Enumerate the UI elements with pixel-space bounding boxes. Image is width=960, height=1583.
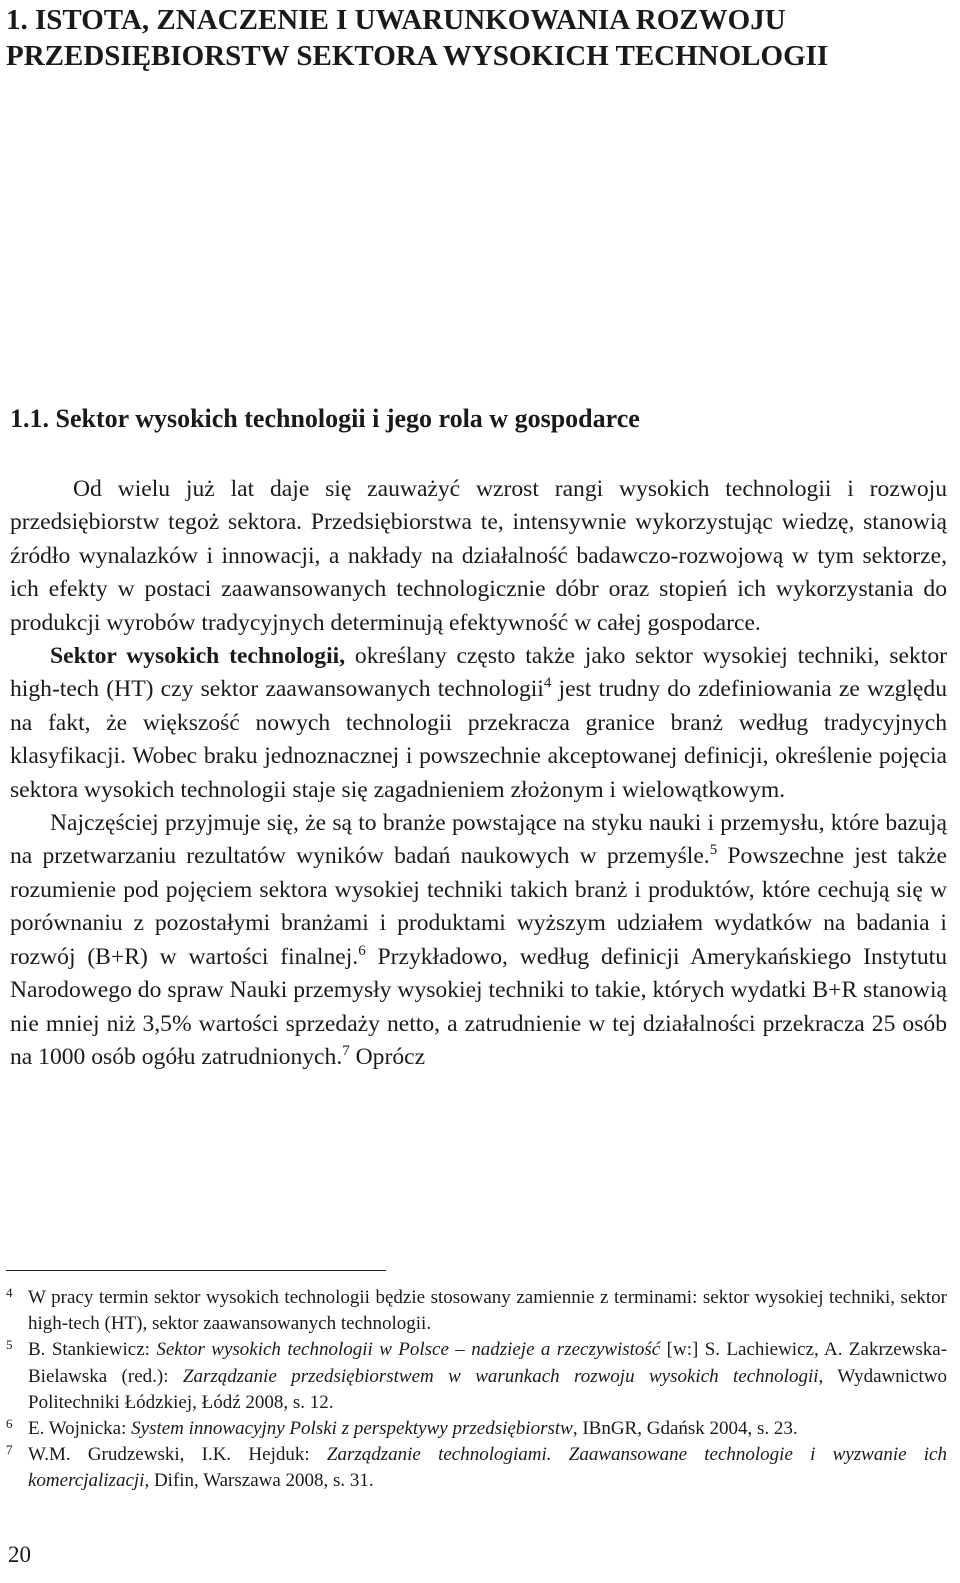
footnote-publisher: , IBnGR, Gdańsk 2004, s. 23. (572, 1418, 798, 1440)
footnote-author: B. Stankiewicz: (28, 1339, 157, 1361)
footnote-ref-6[interactable]: 6 (358, 942, 366, 959)
paragraph-3-text-a: Najczęściej przyjmuje się, że są to branże powstające na styku nauki i przemysłu, które bazują na przetwarzaniu rezultatów wyników badań naukowych w przemyśle. (10, 810, 947, 870)
body-text (10, 473, 947, 1074)
footnote-ref-4[interactable]: 4 (543, 675, 552, 692)
paragraph-1: Od wielu już lat daje się zauważyć wzrost rangi wysokich technologii i rozwoju przedsiębiorstw tegoż sektora. Przedsiębiorstwa te, intensywnie wykorzystując wiedzę, stanowią źródło wynalazków i innowacji, a nakłady na działalność badawczo-rozwojową w tym sektorze, ich efekty w postaci zaawansowanych technologicznie dóbr oraz stopień ich wykorzystania do produkcji wyrobów tradycyjnych determinują efektywność w całej gospodarce. (10, 476, 947, 636)
page-number: 20 (8, 1542, 31, 1567)
footnote-book-title: Zarządzanie przedsiębiorstwem w warunkach rozwoju wysokich technologii (182, 1365, 819, 1387)
paragraph-2-text-b: jest trudny do zdefiniowania ze względu na fakt, że większość nowych technologii przekracza granice branż według tradycyjnych klasyfikacji. Wobec braku jednoznacznej i powszechnie akceptowanej definicji, określenie pojęcia sektora wysokich technologii staje się zagadnieniem złożonym i wielowątkowym. (10, 676, 947, 803)
footnote-divider (6, 1270, 386, 1271)
key-term: Sektor wysokich technologii, (50, 643, 346, 670)
footnote-book-title: System innowacyjny Polski z perspektywy przedsiębiorstw (131, 1418, 573, 1440)
footnote-ref-5[interactable]: 5 (709, 842, 718, 859)
paragraph-3-text-b: Powszechne jest także rozumienie pod pojęciem sektora wysokiej techniki takich branż i produktów, które cechują się w porównaniu z pozostałymi branżami i produktami wyższym udziałem wydatków na badania i rozwój (B+R) w wartości finalnej. (10, 843, 947, 970)
paragraph-2 (10, 640, 947, 807)
footnote-author: W.M. Grudzewski, I.K. Hejduk: (28, 1444, 327, 1466)
paragraph-2-text-a: określany często także jako sektor wysokiej techniki, sektor high-tech (HT) czy sektor zaawansowanych technologii (10, 643, 947, 703)
footnote-book-title: Zarządzanie technologiami. Zaawansowane technologie i wyzwanie ich komercjalizacji (28, 1444, 947, 1492)
footnote-article-title: Sektor wysokich technologii w Polsce – nadzieje a rzeczywistość (156, 1339, 661, 1361)
footnote-author: E. Wojnicka: (28, 1418, 132, 1440)
footnote-7: 7 W.M. Grudzewski, I.K. Hejduk: Zarządzanie technologiami. Zaawansowane technologie i wyzwanie ich komercjalizacji, Difin, Warszawa 2008, s. 31. (6, 1442, 947, 1492)
paragraph-3-text-d: Oprócz (349, 1043, 426, 1070)
chapter-title: 1. ISTOTA, ZNACZENIE I UWARUNKOWANIA ROZWOJU PRZEDSIĘBIORSTW SEKTORA WYSOKICH TECHNOLOGII (6, 4, 829, 72)
footnote-5: 5 B. Stankiewicz: Sektor wysokich technologii w Polsce – nadzieje a rzeczywistość [w:] S. Lachiewicz, A. Zakrzewska-Bielawska (red.): Zarządzanie przedsiębiorstwem w warunkach rozwoju wysokich technologii, Wydawnictwo Politechniki Łódzkiej, Łódź 2008, s. 12. (6, 1337, 948, 1413)
paragraph-3 (10, 807, 947, 1074)
paragraph-3-text-c: Przykładowo, według definicji Amerykańskiego Instytutu Narodowego do spraw Nauki przemysły wysokiej techniki to takie, których wydatki B+R stanowią nie mniej niż 3,5% wartości sprzedaży netto, a zatrudnienie w tej działalności przekracza 25 osób na 1000 osób ogółu zatrudnionych. (10, 943, 948, 1070)
section-title: 1.1. Sektor wysokich technologii i jego rola w gospodarce (10, 404, 640, 433)
footnote-ref-7[interactable]: 7 (342, 1042, 350, 1059)
footnote-text: W pracy termin sektor wysokich technologii będzie stosowany zamiennie z terminami: sektor wysokiej techniki, sektor high-tech (HT), sektor zaawansowanych technologii. (28, 1287, 947, 1335)
footnote-publisher: , Wydawnictwo Politechniki Łódzkiej, Łódź 2008, s. 12. (28, 1365, 947, 1413)
footnote-publisher: , Difin, Warszawa 2008, s. 31. (144, 1470, 374, 1492)
footnote-4: 4 W pracy termin sektor wysokich technologii będzie stosowany zamiennie z terminami: sektor wysokiej techniki, sektor high-tech (HT), sektor zaawansowanych technologii. (6, 1285, 947, 1335)
footnotes (6, 1285, 947, 1495)
footnote-text: [w:] S. Lachiewicz, A. Zakrzewska-Bielawska (red.): (28, 1339, 948, 1387)
footnote-6: 6 E. Wojnicka: System innowacyjny Polski z perspektywy przedsiębiorstw, IBnGR, Gdańsk 2004, s. 23. (6, 1416, 798, 1440)
